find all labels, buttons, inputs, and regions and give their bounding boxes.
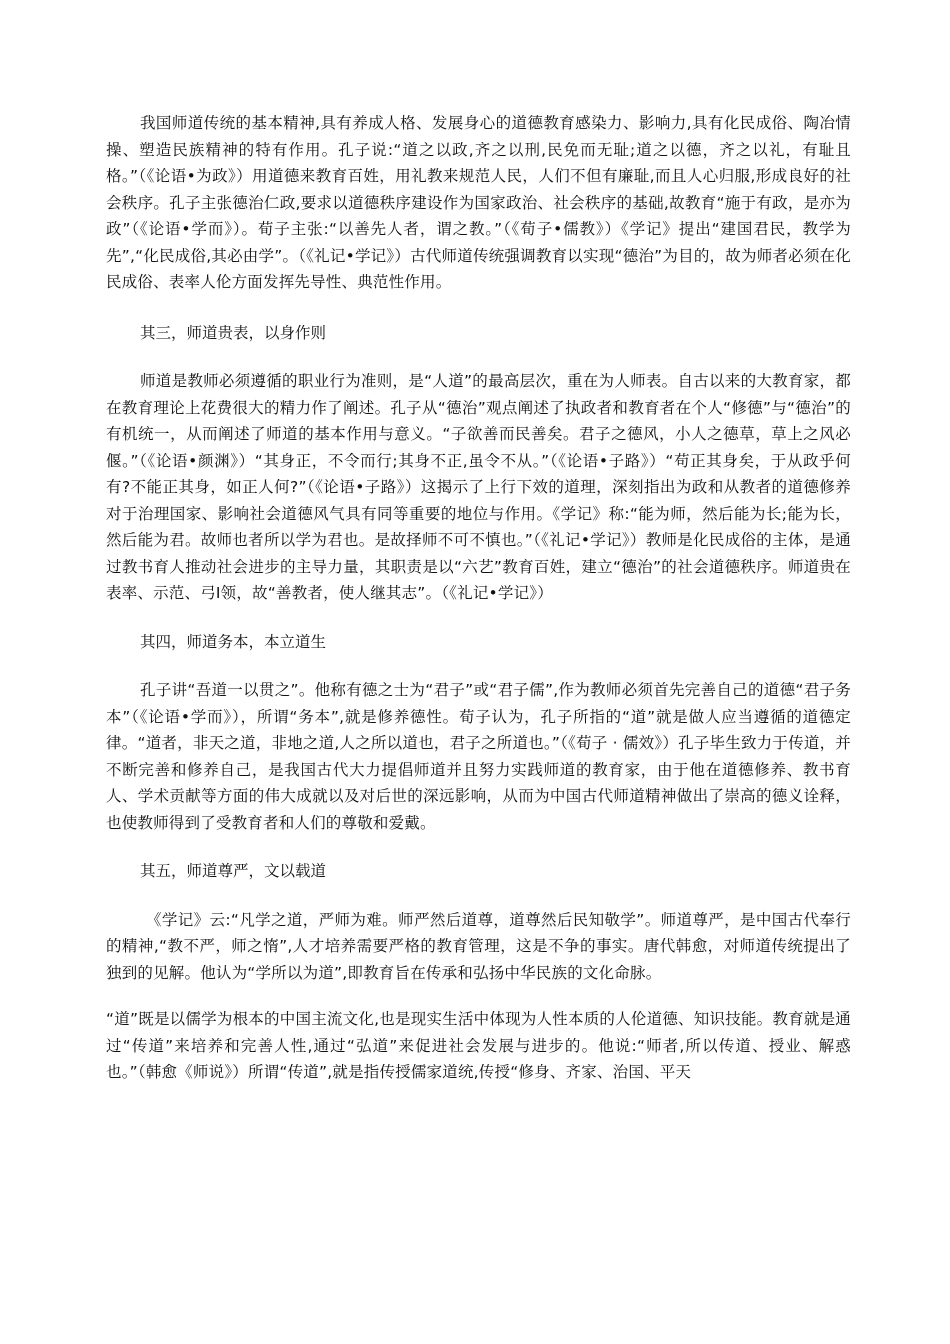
paragraph-spacer	[106, 607, 851, 629]
section-heading-3: 其三，师道贵表，以身作则	[140, 323, 327, 342]
paragraph-dao-culture: “道”既是以儒学为根本的中国主流文化,也是现实生活中体现为人性本质的人伦道德、知识技能。教育就是通过“传道”来培养和完善人性,通过“弘道”来促进社会发展与进步的。他说:“师者,所以传道、授业、解惑也。”（韩愈《师说》）所谓“传道”,就是指传授儒家道统,传授“修身、齐家、治国、平天	[106, 1010, 851, 1081]
paragraph-spacer	[106, 836, 851, 858]
paragraph-spacer	[106, 296, 851, 320]
section-heading-4: 其四，师道务本，本立道生	[140, 632, 327, 651]
paragraph-teacher-dignity: 《学记》云:“凡学之道，严师为难。师严然后道尊，道尊然后民知敬学”。师道尊严，是中国古代奉行的精神,“教不严，师之惰”,人才培养需要严格的教育管理，这是不争的事实。唐代韩愈，对师道传统提出了独到的见解。他认为“学所以为道”,即教育旨在传承和弘扬中华民族的文化命脉。	[106, 910, 851, 982]
document-page	[106, 110, 851, 1086]
paragraph-spacer	[106, 885, 851, 907]
paragraph-teaching-spirit: 我国师道传统的基本精神,具有养成人格、发展身心的道德教育感染力、影响力,具有化民成俗、陶冶情操、塑造民族精神的特有作用。孔子说:“道之以政,齐之以刑,民免而无耻;道之以德，齐之以礼，有耻且格。”（《论语•为政》）用道德来教育百姓，用礼教来规范人民，人们不但有廉耻,而且人心归服,形成良好的社会秩序。孔子主张德治仁政,要求以道德秩序建设作为国家政治、社会秩序的基础,故教育“施于有政，是亦为政”（《论语•学而》）。荀子主张:“以善先人者，谓之教。”（《荀子•儒教》）《学记》提出“建国君民，教学为先”,“化民成俗,其必由学”。（《礼记•学记》）古代师道传统强调教育以实现“德治”为目的，故为师者必须在化民成俗、表率人伦方面发挥先导性、典范性作用。	[106, 114, 851, 291]
section-heading-5: 其五，师道尊严，文以载道	[140, 862, 327, 880]
paragraph-spacer	[106, 346, 851, 368]
paragraph-spacer	[106, 655, 851, 677]
paragraph-spacer	[106, 986, 851, 1006]
paragraph-teacher-example: 师道是教师必须遵循的职业行为准则，是“人道”的最高层次，重在为人师表。自古以来的大教育家，都在教育理论上花费很大的精力作了阐述。孔子从“德治”观点阐述了执政者和教育者在个人“修德”与“德治”的有机统一，从而阐述了师道的基本作用与意义。“子欲善而民善矣。君子之德风，小人之德草，草上之风必偃。”（《论语•颜渊》）“其身正，不令而行;其身不正,虽令不从。”（《论语•子路》）“苟正其身矣，于从政乎何有?不能正其身，如正人何?”（《论语•子路》）这揭示了上行下效的道理，深刻指出为政和从教者的道德修养对于治理国家、影响社会道德风气具有同等重要的地位与作用。《学记》称:“能为师，然后能为长;能为长，然后能为君。故师也者所以学为君也。是故择师不可不慎也。”（《礼记•学记》）教师是化民成俗的主体，是通过教书育人推动社会进步的主导力量，其职责是以“六艺”教育百姓，建立“德治”的社会道德秩序。师道贵在表率、示范、弓I领，故“善教者，使人继其志”。（《礼记•学记》）	[106, 372, 851, 602]
paragraph-moral-foundation: 孔子讲“吾道一以贯之”。他称有德之士为“君子”或“君子儒”,作为教师必须首先完善自己的道德“君子务本”（《论语•学而》），所谓“务本”,就是修养德性。荀子认为，孔子所指的“道”就是做人应当遵循的道德定律。“道者，非天之道，非地之道,人之所以道也，君子之所道也。”（《荀子 · 儒效》）孔子毕生致力于传道，并不断完善和修养自己，是我国古代大力提倡师道并且努力实践师道的教育家，由于他在道德修养、教书育人、学术贡献等方面的伟大成就以及对后世的深远影响，从而为中国古代师道精神做出了崇高的德义诠释，也使教师得到了受教育者和人们的尊敬和爱戴。	[106, 681, 851, 832]
